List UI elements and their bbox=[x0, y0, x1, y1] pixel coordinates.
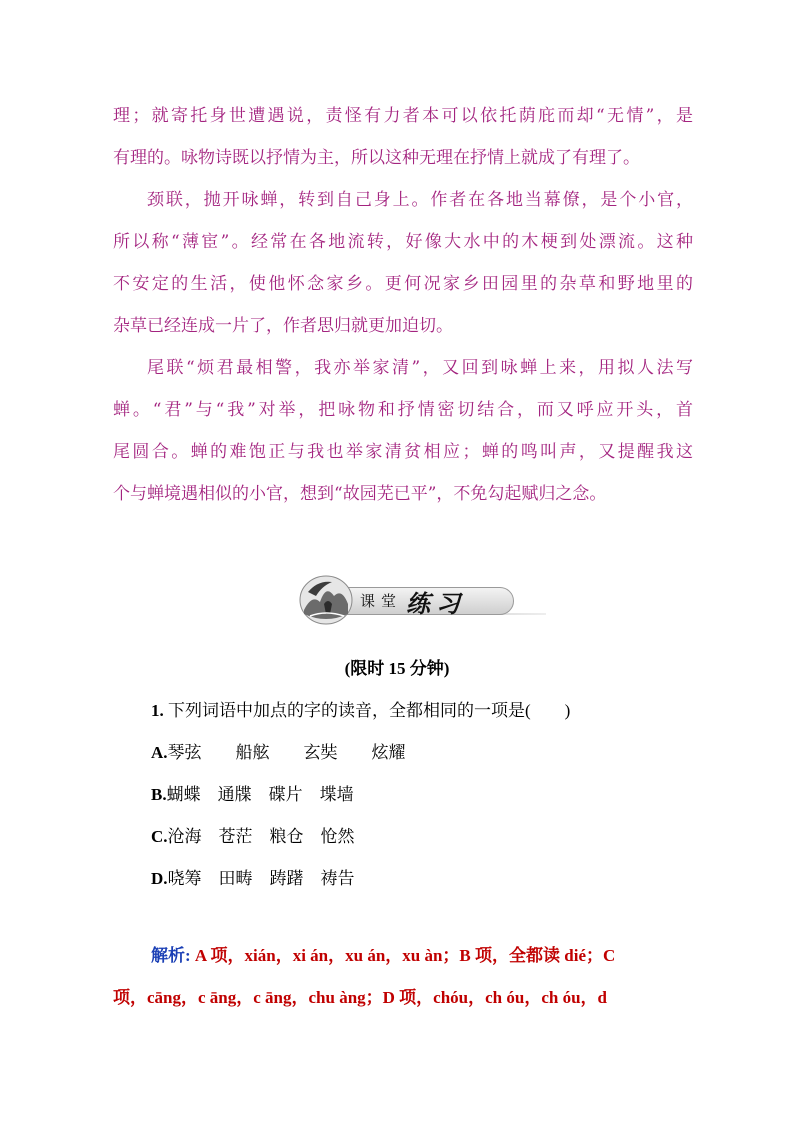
option-label: D. bbox=[151, 869, 168, 888]
paragraph-line: 尾圆合。蝉的难饱正与我也举家清贫相应；蝉的鸣叫声，又提醒我这 bbox=[113, 442, 693, 462]
option-c bbox=[151, 822, 355, 847]
paragraph-line: 理；就寄托身世遭遇说，责怪有力者本可以依托荫庇而却“无情”，是 bbox=[113, 106, 693, 126]
banner-title-part1: 课堂 bbox=[360, 592, 403, 610]
paragraph-1 bbox=[113, 95, 693, 179]
paragraph-line: 有理的。咏物诗既以抒情为主，所以这种无理在抒情上就成了有理了。 bbox=[113, 148, 640, 168]
paragraph-3 bbox=[113, 347, 693, 515]
option-a bbox=[151, 738, 406, 763]
question-text: 下列词语中加点的字的读音，全都相同的一项是( ) bbox=[168, 701, 571, 720]
paragraph-line: 杂草已经连成一片了，作者思归就更加迫切。 bbox=[113, 316, 453, 336]
analysis-line-1 bbox=[151, 935, 687, 977]
paragraph-line: 蝉。“君”与“我”对举，把咏物和抒情密切结合，而又呼应开头，首 bbox=[113, 400, 693, 420]
option-text: 沧海 苍茫 粮仓 怆然 bbox=[167, 827, 355, 846]
paragraph-line: 所以称“薄宦”。经常在各地流转，好像大水中的木梗到处漂流。这种 bbox=[113, 232, 693, 252]
section-banner bbox=[298, 570, 558, 626]
paragraph-line: 颈联，抛开咏蝉，转到自己身上。作者在各地当幕僚，是个小官， bbox=[147, 190, 693, 210]
landscape-emblem-icon bbox=[298, 570, 354, 626]
paragraph-line: 尾联“烦君最相警，我亦举家清”，又回到咏蝉上来，用拟人法写 bbox=[147, 358, 693, 378]
analysis-line-2: 项，cāng，c āng，c āng，chu àng；D 项，chóu，ch óu，ch óu，d bbox=[113, 988, 608, 1007]
option-b bbox=[151, 780, 354, 805]
option-label: B. bbox=[151, 785, 167, 804]
option-label: C. bbox=[151, 827, 168, 846]
option-label: A. bbox=[151, 743, 168, 762]
option-text: 哓筹 田畴 踌躇 祷告 bbox=[167, 869, 355, 888]
option-d bbox=[151, 864, 355, 889]
paragraph-line: 个与蝉境遇相似的小官，想到“故园芜已平”，不免勾起赋归之念。 bbox=[113, 484, 607, 504]
paragraph-2 bbox=[113, 179, 693, 347]
analysis-label: 解析: bbox=[151, 946, 191, 965]
option-text: 蝴蝶 通牒 碟片 堞墙 bbox=[166, 785, 354, 804]
question-stem bbox=[151, 696, 570, 721]
paragraph-line: 不安定的生活，使他怀念家乡。更何况家乡田园里的杂草和野地里的 bbox=[113, 274, 693, 294]
banner-title-part2: 练习 bbox=[406, 589, 466, 618]
question-number: 1. bbox=[151, 701, 164, 720]
analysis-text: A 项，xián，xi án，xu án，xu àn；B 项，全都读 dié；C bbox=[190, 946, 616, 965]
option-text: 琴弦 船舷 玄奘 炫耀 bbox=[167, 743, 406, 762]
time-limit: (限时 15 分钟) bbox=[344, 659, 450, 678]
